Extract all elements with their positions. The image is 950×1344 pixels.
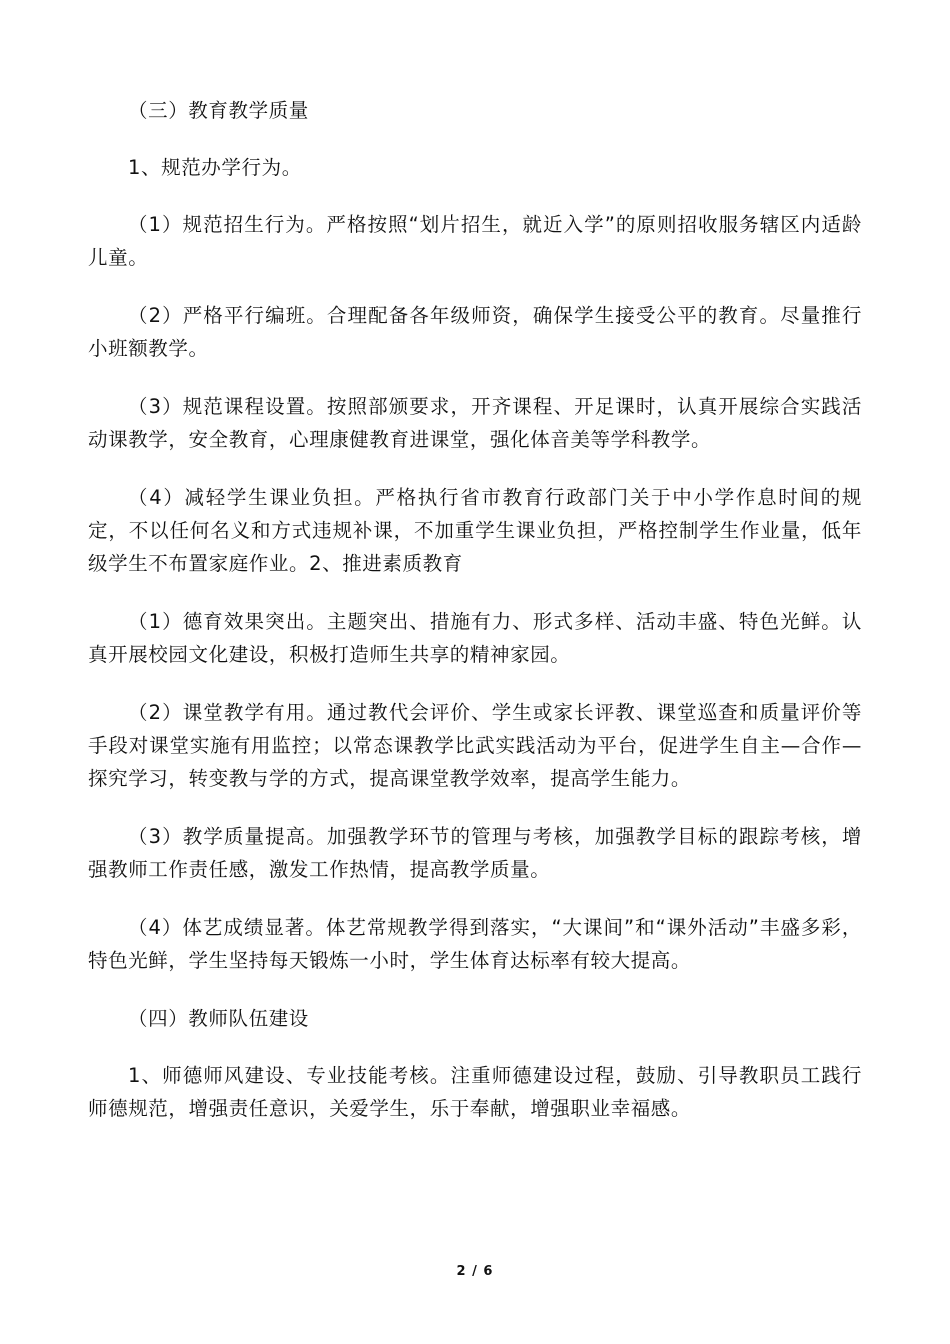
paragraph-reduce-burden: （4）减轻学生课业负担。严格执行省市教育行政部门关于中小学作息时间的规定，不以任何名义和方式违规补课，不加重学生课业负担，严格控制学生作业量，低年级学生不布置家庭作业。2、推进素质教育 [88,486,862,575]
paragraph-teaching-quality: （3）教学质量提高。加强教学环节的管理与考核，加强教学目标的跟踪考核，增强教师工作责任感，激发工作热情，提高教学质量。 [88,825,862,881]
paragraph-classroom-teaching: （2）课堂教学有用。通过教代会评价、学生或家长评教、课堂巡查和质量评价等手段对课堂实施有用监控；以常态课教学比武实践活动为平台，促进学生自主—合作—探究学习，转变教与学的方式，提高课堂教学效率，提高学生能力。 [88,701,862,790]
paragraph-moral-education: （1）德育效果突出。主题突出、措施有力、形式多样、活动丰盛、特色光鲜。认真开展校园文化建设，积极打造师生共享的精神家园。 [88,610,862,666]
subsection-heading-standardize-behavior: 1、规范办学行为。 [128,156,302,179]
section-heading-education-quality: （三）教育教学质量 [128,99,309,122]
paragraph-enrollment: （1）规范招生行为。严格按照“划片招生，就近入学”的原则招收服务辖区内适龄儿童。 [88,213,862,269]
page-number: 2 / 6 [456,1264,494,1279]
document-body [88,94,862,1150]
section-heading-teacher-team: （四）教师队伍建设 [128,1007,309,1030]
paragraph-teacher-ethics: 1、师德师风建设、专业技能考核。注重师德建设过程，鼓励、引导教职员工践行师德规范，增强责任意识，关爱学生，乐于奉献，增强职业幸福感。 [88,1064,862,1120]
paragraph-class-grouping: （2）严格平行编班。合理配备各年级师资，确保学生接受公平的教育。尽量推行小班额教学。 [88,304,862,360]
paragraph-sports-arts: （4）体艺成绩显著。体艺常规教学得到落实，“大课间”和“课外活动”丰盛多彩，特色光鲜，学生坚持每天锻炼一小时，学生体育达标率有较大提高。 [88,916,862,972]
paragraph-curriculum: （3）规范课程设置。按照部颁要求，开齐课程、开足课时，认真开展综合实践活动课教学，安全教育，心理康健教育进课堂，强化体音美等学科教学。 [88,395,862,451]
